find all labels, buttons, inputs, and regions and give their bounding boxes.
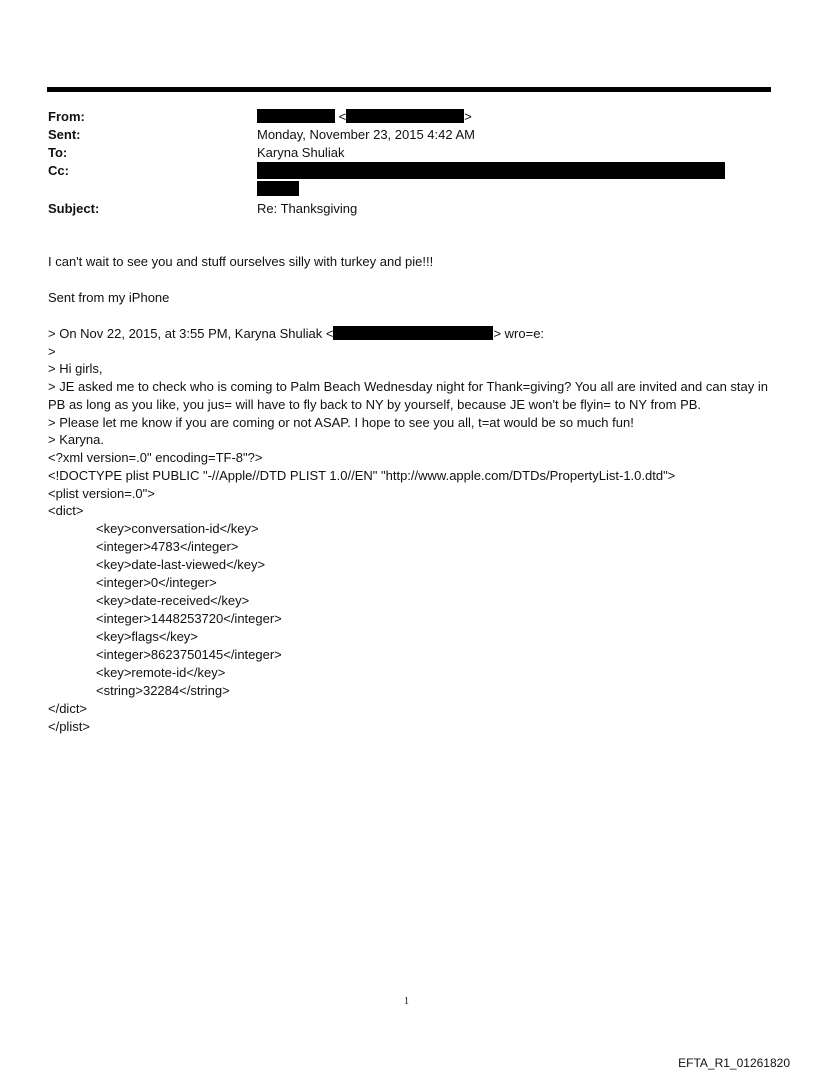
xml-doctype: <!DOCTYPE plist PUBLIC "-//Apple//DTD PLIST 1.0//EN" "http://www.apple.com/DTDs/PropertyList-1.0.dtd"> [48,468,676,483]
sent-value: Monday, November 23, 2015 4:42 AM [257,127,475,142]
quote-je-paragraph: > JE asked me to check who is coming to Palm Beach Wednesday night for Thank=giving? You all are invited and can stay in PB as long as you like, you jus= will have to fly back to NY by yourself, because JE won't be flyin= to NY from PB. [48,379,768,412]
body-line-1: I can't wait to see you and stuff ourselves silly with turkey and pie!!! [48,254,434,269]
redacted-from-name [257,109,335,123]
from-lt: < [338,109,347,124]
signature-line: Sent from my iPhone [48,290,170,305]
xml-plist-open: <plist version=.0"> [48,486,155,501]
subject-value: Re: Thanksgiving [257,201,358,216]
dict-line: <integer>4783</integer> [96,539,239,554]
xml-decl: <?xml version=.0" encoding=TF-8"?> [48,450,263,465]
from-value [257,109,472,124]
subject-label: Subject: [48,201,100,216]
from-label: From: [48,109,85,124]
quote-hi: > Hi girls, [48,361,103,376]
dict-line: <key>date-last-viewed</key> [96,557,266,572]
sent-label: Sent: [48,127,81,142]
redacted-quote-email [333,326,493,340]
quote-karyna: > Karyna. [48,432,105,447]
quote-suffix: > wro=e: [493,326,545,341]
quote-please: > Please let me know if you are coming or not ASAP. I hope to see you all, t=at would be so much fun! [48,415,634,430]
quote-blank: > [48,344,56,359]
dict-line: <key>flags</key> [96,629,198,644]
dict-line: <key>conversation-id</key> [96,521,259,536]
dict-line: <integer>0</integer> [96,575,217,590]
cc-label: Cc: [48,163,69,178]
redacted-cc [257,162,725,179]
dict-line: <integer>8623750145</integer> [96,647,282,662]
dict-line: <key>date-received</key> [96,593,250,608]
dict-line: <string>32284</string> [96,683,230,698]
to-label: To: [48,145,68,160]
redacted-from-email [346,109,464,123]
redacted-cc-2 [257,181,299,196]
document-id: EFTA_R1_01261820 [678,1056,790,1070]
from-gt: > [464,109,472,124]
xml-plist-close: </plist> [48,719,90,734]
quote-prefix: > On Nov 22, 2015, at 3:55 PM, Karyna Shuliak < [48,326,334,341]
dict-line: <key>remote-id</key> [96,665,226,680]
xml-dict-open: <dict> [48,503,84,518]
to-value: Karyna Shuliak [257,145,345,160]
page-number: 1 [404,996,409,1007]
header-rule [47,87,771,92]
dict-line: <integer>1448253720</integer> [96,611,282,626]
xml-dict-close: </dict> [48,701,88,716]
quote-header [48,326,544,341]
